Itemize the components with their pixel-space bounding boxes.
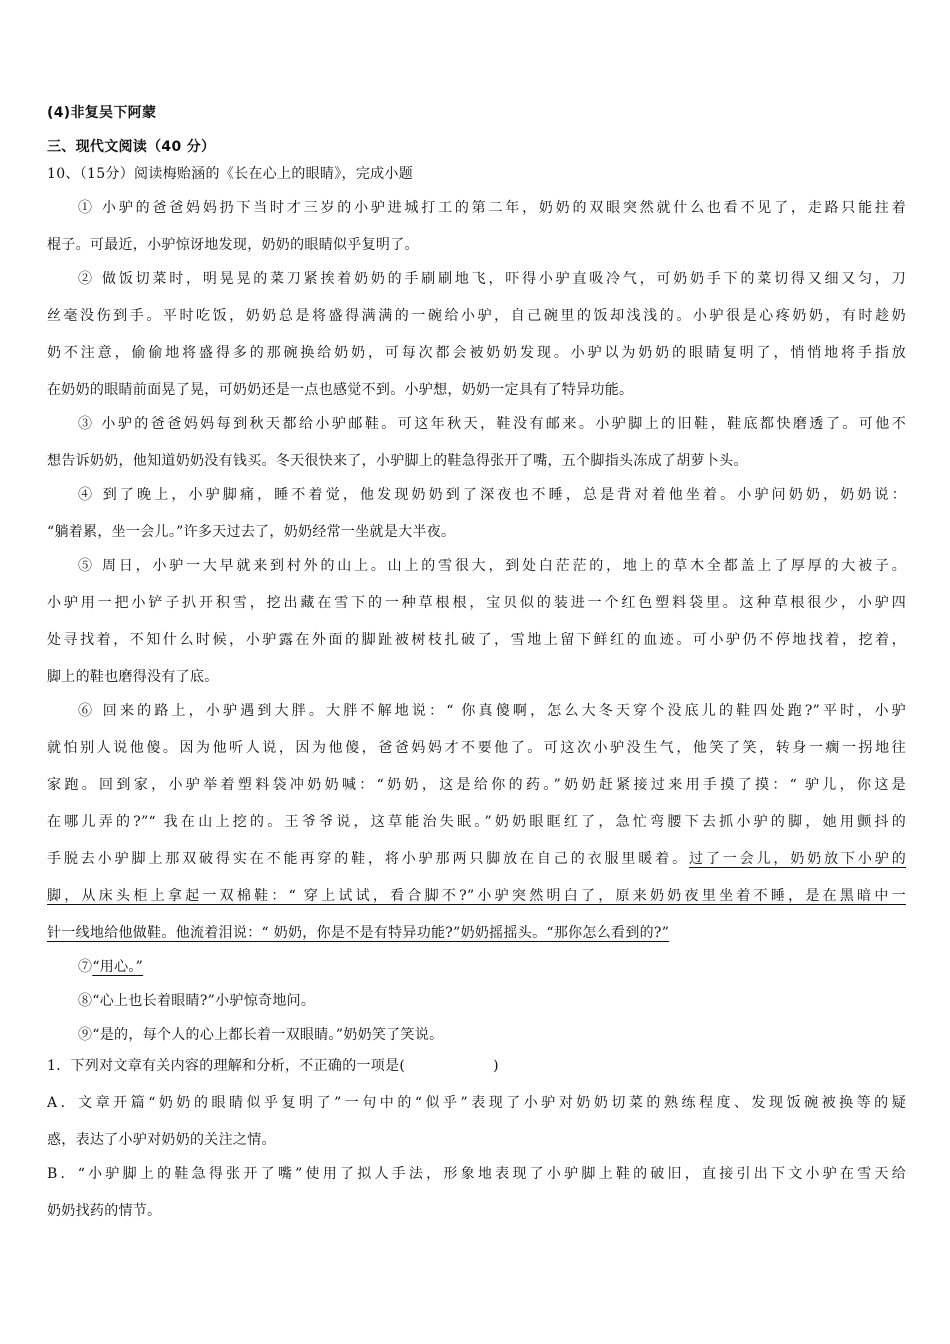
paragraph-2-line: 丝毫没伤到手。平时吃饭，奶奶总是将盛得满满的一碗给小驴，自己碗里的饭却浅浅的。小驴很是心疼奶奶，有时趁奶 bbox=[47, 308, 906, 324]
paragraph-7 bbox=[78, 956, 906, 976]
paragraph-6-line: 在哪儿弄的?”“ 我在山上挖的。王爷爷说，这草能治失眠。”奶奶眼眶红了，急忙弯腰下去抓小驴的脚，她用颤抖的 bbox=[47, 814, 906, 830]
paragraph-2-line: ② 做饭切菜时，明晃晃的菜刀紧挨着奶奶的手刷刷地飞，吓得小驴直吸冷气，可奶奶手下的菜切得又细又匀，刀 bbox=[78, 271, 906, 287]
question-1-text: 1．下列对文章有关内容的理解和分析，不正确的一项是( bbox=[47, 1058, 406, 1074]
paragraph-8: ⑧“心上也长着眼睛?”小驴惊奇地问。 bbox=[78, 993, 316, 1009]
paragraph-5-line: 小驴用一把小铲子扒开积雪，挖出藏在雪下的一种草根根，宝贝似的装进一个红色塑料袋里。这种草根很少，小驴四 bbox=[47, 595, 906, 611]
question-10-intro: 10、（15分）阅读梅贻涵的《长在心上的眼睛》，完成小题 bbox=[47, 166, 414, 182]
underlined-passage: 针一线地给他做鞋。他流着泪说：“ 奶奶，你是不是有特异功能?”奶奶摇摇头。“那你怎么看到的?” bbox=[47, 925, 670, 941]
section-item-4: (4)非复吴下阿蒙 bbox=[47, 105, 157, 121]
option-a-line: 惑，表达了小驴对奶奶的关注之情。 bbox=[47, 1132, 276, 1148]
option-b-line: 奶奶找药的情节。 bbox=[47, 1203, 162, 1219]
paragraph-1-line: 棍子。可最近，小驴惊讶地发现，奶奶的眼睛似乎复明了。 bbox=[47, 237, 419, 253]
paragraph-7-number: ⑦ bbox=[78, 959, 93, 975]
paragraph-6-line bbox=[47, 922, 906, 942]
paragraph-5-line: 脚上的鞋也磨得没有了底。 bbox=[47, 669, 219, 685]
section-title: 三、现代文阅读（40 分） bbox=[47, 139, 216, 155]
paragraph-9: ⑨“是的，每个人的心上都长着一双眼睛。”奶奶笑了笑说。 bbox=[78, 1027, 444, 1043]
paragraph-6-line: 家跑。回到家，小驴举着塑料袋冲奶奶喊：“奶奶，这是给你的药。”奶奶赶紧接过来用手摸了摸：“ 驴儿，你这是 bbox=[47, 777, 906, 793]
paragraph-2-line: 奶不注意，偷偷地将盛得多的那碗换给奶奶，可每次都会被奶奶发现。小驴以为奶奶的眼睛复明了，悄悄地将手指放 bbox=[47, 345, 906, 361]
paragraph-5-line: 处寻找着，不知什么时候，小驴露在外面的脚趾被树枝扎破了，雪地上留下鲜红的血迹。可小驴仍不停地找着，挖着， bbox=[47, 632, 906, 648]
paragraph-5-line: ⑤ 周日，小驴一大早就来到村外的山上。山上的雪很大，到处白茫茫的，地上的草木全都盖上了厚厚的大被子。 bbox=[78, 558, 906, 574]
paragraph-3-line: ③ 小驴的爸爸妈妈每到秋天都给小驴邮鞋。可这年秋天，鞋没有邮来。小驴脚上的旧鞋，鞋底都快磨透了。可他不 bbox=[78, 416, 906, 432]
paragraph-4-line: ④ 到了晚上，小驴脚痛，睡不着觉，他发现奶奶到了深夜也不睡，总是背对着他坐着。小驴问奶奶，奶奶说： bbox=[78, 487, 906, 503]
paragraph-1-line: ① 小驴的爸爸妈妈扔下当时才三岁的小驴进城打工的第二年，奶奶的双眼突然就什么也看不见了，走路只能拄着 bbox=[78, 200, 906, 216]
question-1-close-paren: ) bbox=[493, 1058, 499, 1074]
paragraph-2-line: 在奶奶的眼睛前面晃了晃，可奶奶还是一点也感觉不到。小驴想，奶奶一定具有了特异功能。 bbox=[47, 382, 634, 398]
paragraph-3-line: 想告诉奶奶，他知道奶奶没有钱买。冬天很快来了，小驴脚上的鞋急得张开了嘴，五个脚指头冻成了胡萝卜头。 bbox=[47, 453, 748, 469]
paragraph-6-line: 就怕别人说他傻。因为他听人说，因为他傻，爸爸妈妈才不要他了。可这次小驴没生气，他笑了笑，转身一瘸一拐地往 bbox=[47, 740, 906, 756]
underlined-passage: 过了一会儿，奶奶放下小驴的 bbox=[688, 851, 906, 867]
option-a-line: A．文章开篇“奶奶的眼睛似乎复明了”一句中的“似乎”表现了小驴对奶奶切菜的熟练程度、发现饭碗被换等的疑 bbox=[47, 1095, 906, 1111]
paragraph-6-line: ⑥ 回来的路上，小驴遇到大胖。大胖不解地说：“ 你真傻啊，怎么大冬天穿个没底儿的鞋四处跑?”平时，小驴 bbox=[78, 703, 906, 719]
paragraph-6-text: 手脱去小驴脚上那双破得实在不能再穿的鞋，将小驴那两只脚放在自己的衣服里暖着。 bbox=[47, 851, 689, 867]
underlined-passage: “用心。” bbox=[92, 959, 144, 975]
underlined-passage: 脚，从床头柜上拿起一双棉鞋：“ 穿上试试，看合脚不?”小驴突然明白了，原来奶奶夜里坐着不睡，是在黑暗中一 bbox=[47, 888, 906, 904]
question-1-stem bbox=[47, 1055, 906, 1075]
paragraph-4-line: “躺着累，坐一会儿。”许多天过去了，奶奶经常一坐就是大半夜。 bbox=[47, 524, 456, 540]
paragraph-6-line bbox=[47, 885, 906, 905]
option-b-line: B．“小驴脚上的鞋急得张开了嘴”使用了拟人手法，形象地表现了小驴脚上鞋的破旧，直接引出下文小驴在雪天给 bbox=[47, 1166, 906, 1182]
paragraph-6-line bbox=[47, 848, 906, 868]
